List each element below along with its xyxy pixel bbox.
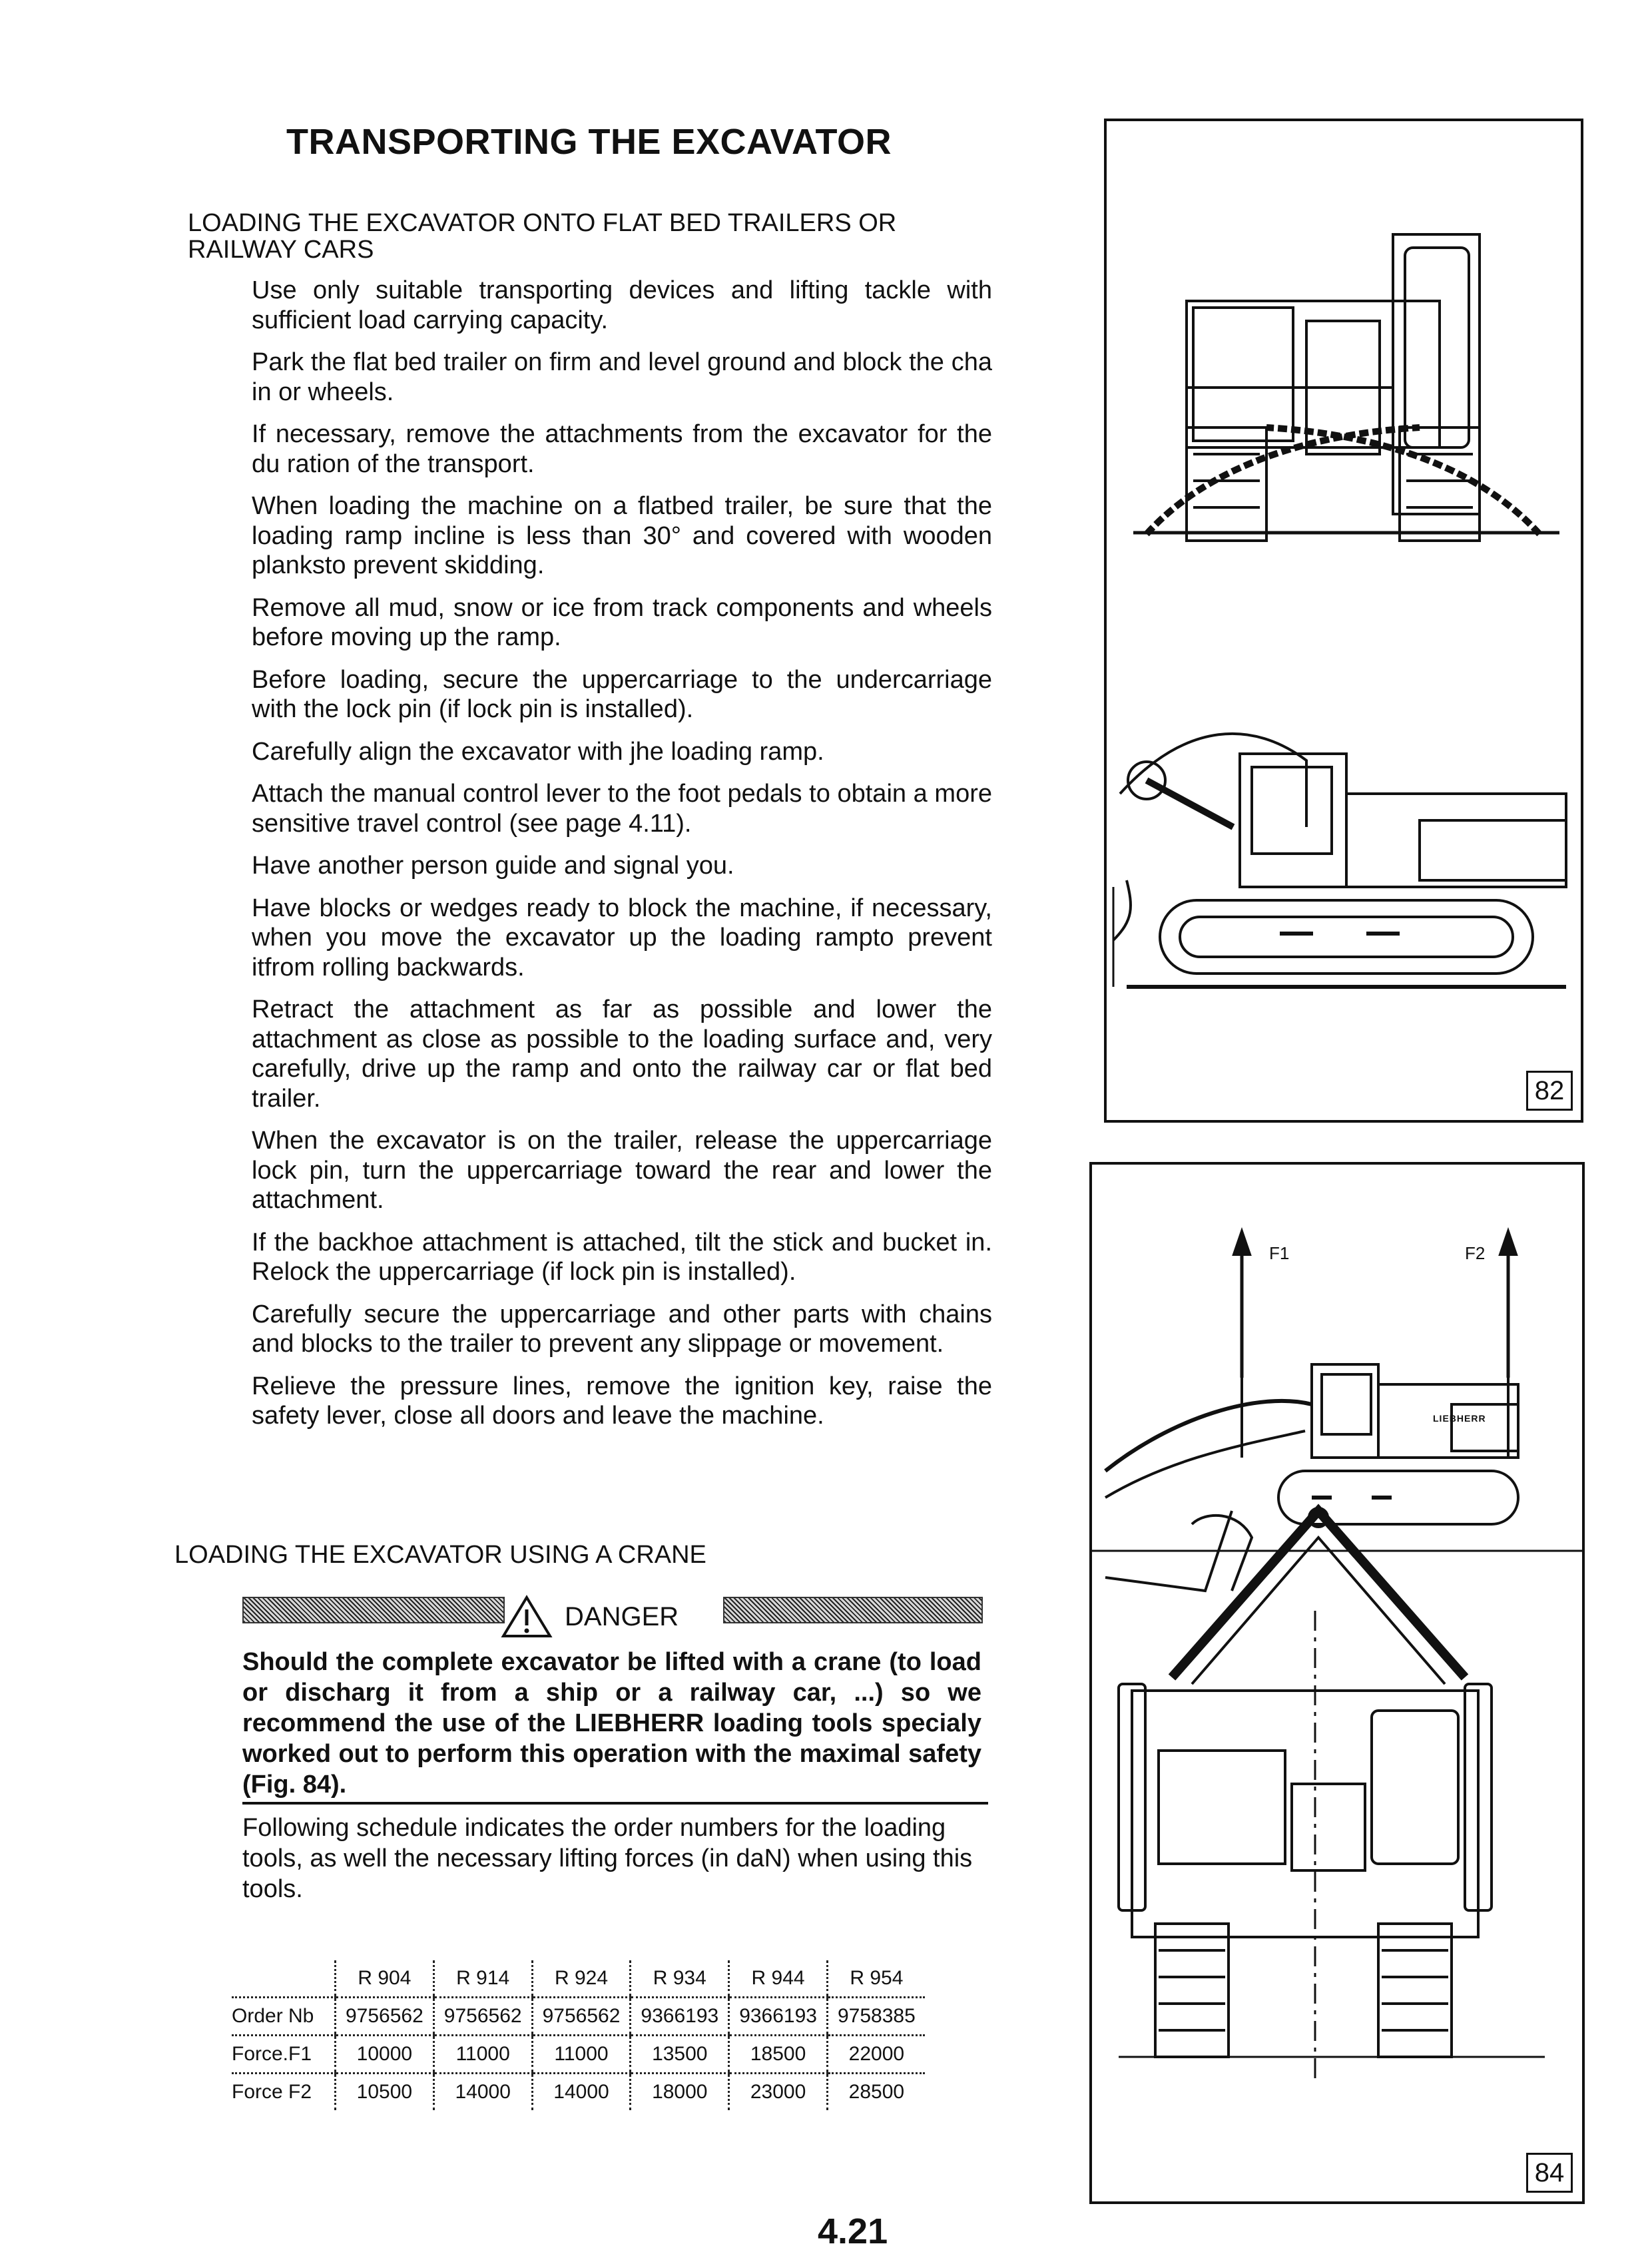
table-header-cell: R 934 (631, 1960, 729, 1998)
section-heading-trailers-line1: LOADING THE EXCAVATOR ONTO FLAT BED TRAILERS OR (188, 209, 897, 237)
danger-bar-right (723, 1597, 983, 1623)
figure-82-label: 82 (1526, 1071, 1573, 1111)
force-f1-label: F1 (1269, 1243, 1290, 1263)
step-4: When loading the machine on a flatbed trailer, be sure that the loading ramp incline is less than 30° and covered with wooden planksto prevent skidding. (252, 492, 992, 579)
table-cell: 13500 (631, 2036, 729, 2074)
page-number: 4.21 (818, 2211, 888, 2251)
danger-warning-text: Should the complete excavator be lifted with a crane (to load or discharg it from a ship or a railway car, ...) so we recommend the use of the LIEBHERR loading tools specialy worked out to perform this operation with the maximal safety (Fig. 84). (242, 1648, 981, 1799)
table-row-label: Force F2 (232, 2081, 312, 2103)
step-8: Attach the manual control lever to the foot pedals to obtain a more sensitive travel control (see page 4.11). (252, 780, 992, 838)
danger-label (501, 1595, 679, 1639)
table-cell: 9366193 (729, 1998, 828, 2036)
danger-bar-left (242, 1597, 505, 1623)
table-row (232, 2074, 925, 2111)
table-header-row (232, 1960, 925, 1998)
table-cell: 11000 (532, 2036, 631, 2074)
table-header-cell: R 944 (729, 1960, 828, 1998)
step-11: Retract the attachment as far as possible and lower the attachment as close as possible to the loading surface and, very carefully, drive up the ramp and onto the railway car or flat bed trailer. (252, 995, 992, 1113)
table-cell: 9366193 (631, 1998, 729, 2036)
table-row-label: Force.F1 (232, 2036, 336, 2074)
figure-82 (1104, 119, 1583, 1123)
step-15: Relieve the pressure lines, remove the ignition key, raise the safety lever, close all doors and leave the machine. (252, 1372, 992, 1430)
force-f2-label: F2 (1465, 1243, 1486, 1263)
table-row (232, 1998, 925, 2036)
step-5: Remove all mud, snow or ice from track components and wheels before moving up the ramp. (252, 593, 992, 651)
table-cell: 9756562 (433, 1998, 532, 2036)
step-3: If necessary, remove the attachments from the excavator for the du ration of the transport. (252, 420, 992, 478)
table-cell: 9756562 (336, 1998, 434, 2036)
step-1: Use only suitable transporting devices and lifting tackle with sufficient load carrying capacity. (252, 276, 992, 334)
table-cell: 28500 (827, 2074, 924, 2111)
table-cell: 18000 (631, 2074, 729, 2111)
step-9: Have another person guide and signal you. (252, 852, 734, 880)
table-row (232, 2036, 925, 2074)
table-cell: 10000 (336, 2036, 434, 2074)
table-cell: 14000 (532, 2074, 631, 2111)
step-13: If the backhoe attachment is attached, tilt the stick and bucket in. Relock the uppercarriage (if lock pin is installed). (252, 1228, 992, 1286)
table-header-cell: R 904 (336, 1960, 434, 1998)
danger-text: DANGER (565, 1601, 679, 1631)
table-header-cell (232, 1960, 336, 1998)
step-7: Carefully align the excavator with jhe loading ramp. (252, 737, 824, 766)
step-6: Before loading, secure the uppercarriage to the undercarriage with the lock pin (if lock pin is installed). (252, 665, 992, 723)
table-header-cell: R 924 (532, 1960, 631, 1998)
figure-84-label: 84 (1526, 2153, 1573, 2193)
table-cell: 9758385 (827, 1998, 924, 2036)
step-10: Have blocks or wedges ready to block the machine, if necessary, when you move the excavator up the loading rampto prevent itfrom rolling backwards. (252, 894, 992, 982)
excavator-tiedown-illustration (1107, 121, 1581, 1120)
step-2: Park the flat bed trailer on firm and level ground and block the cha in or wheels. (252, 348, 992, 406)
excavator-lifting-illustration (1092, 1165, 1582, 2201)
table-cell: 18500 (729, 2036, 828, 2074)
table-header-cell: R 914 (433, 1960, 532, 1998)
table-row-label: Order Nb (232, 1998, 336, 2036)
order-numbers-table (232, 1960, 925, 2110)
warning-triangle-icon (501, 1595, 553, 1639)
table-cell: 23000 (729, 2074, 828, 2111)
table-cell: 9756562 (532, 1998, 631, 2036)
schedule-intro-text: Following schedule indicates the order numbers for the loading tools, as well the necessary lifting forces (in daN) when using this tools. (242, 1814, 973, 1903)
section-heading-crane: LOADING THE EXCAVATOR USING A CRANE (174, 1541, 706, 1569)
step-14: Carefully secure the uppercarriage and other parts with chains and blocks to the trailer to prevent any slippage or movement. (252, 1300, 992, 1358)
figure-83-84 (1089, 1162, 1585, 2204)
step-12: When the excavator is on the trailer, release the uppercarriage lock pin, turn the uppercarriage toward the rear and lower the attachment. (252, 1127, 992, 1214)
table-cell: 14000 (433, 2074, 532, 2111)
table-cell: 10500 (336, 2074, 434, 2111)
loading-steps-list (252, 276, 992, 1444)
table-cell: 22000 (827, 2036, 924, 2074)
warning-underline (242, 1802, 988, 1805)
excavator-brand-label: LIEBHERR (1433, 1413, 1486, 1424)
page-title: TRANSPORTING THE EXCAVATOR (286, 122, 892, 162)
table-cell: 11000 (433, 2036, 532, 2074)
section-heading-trailers-line2: RAILWAY CARS (188, 236, 374, 264)
table-header-cell: R 954 (827, 1960, 924, 1998)
